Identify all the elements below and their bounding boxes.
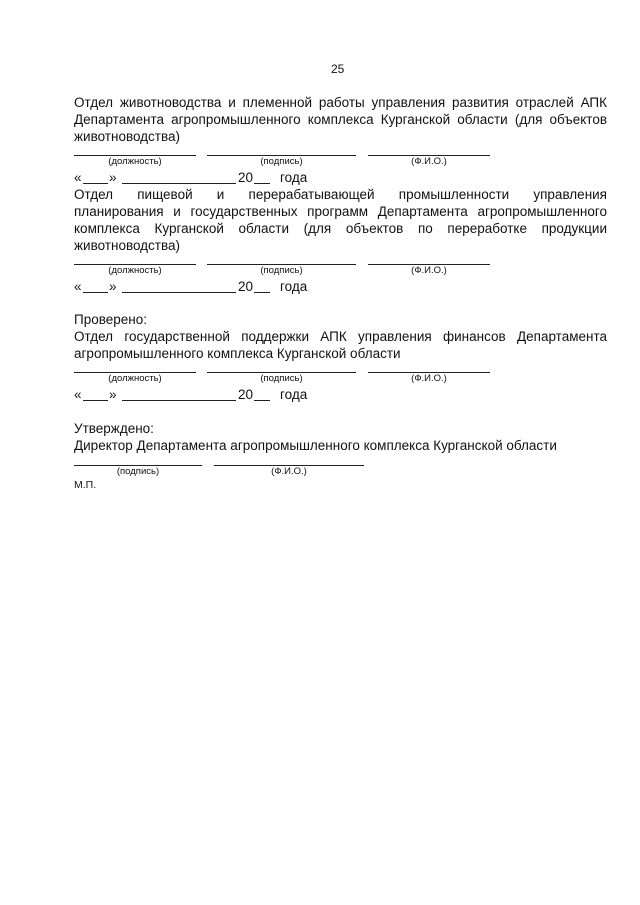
section4-heading: Утверждено: [74, 421, 154, 436]
year-blank [254, 183, 270, 184]
day-blank [83, 400, 108, 401]
date-open-quote: « [74, 279, 82, 294]
signature-caption: (подпись) [116, 466, 160, 477]
position-caption: (должность) [108, 156, 162, 167]
fio-caption: (Ф.И.О.) [411, 373, 447, 384]
month-blank [122, 400, 236, 401]
signature-caption: (подпись) [260, 373, 303, 384]
date-open-quote: « [74, 387, 82, 402]
date-line [74, 278, 334, 295]
signature-caption: (подпись) [260, 265, 303, 276]
stamp-place-label: М.П. [74, 479, 97, 491]
date-suffix: года [280, 170, 308, 185]
section3-heading: Проверено: [74, 312, 147, 327]
month-blank [122, 292, 236, 293]
fio-caption: (Ф.И.О.) [271, 466, 307, 477]
date-line [74, 386, 334, 403]
section4-line: Директор Департамента агропромышленного комплекса Курганской области [74, 438, 557, 453]
page-number: 25 [331, 62, 345, 76]
year-blank [254, 400, 270, 401]
section3-line-2: агропромышленного комплекса Курганской области [74, 346, 401, 361]
section2-line-3: комплекса Курганской области (для объектов по переработке продукции [74, 221, 607, 236]
month-blank [122, 183, 236, 184]
date-year-prefix: 20 [238, 387, 254, 402]
day-blank [83, 183, 108, 184]
section1-line-3: животноводства) [74, 129, 181, 144]
fio-caption: (Ф.И.О.) [411, 265, 447, 276]
section2-line-1: Отдел пищевой и перерабатывающей промышленности управления [74, 187, 607, 202]
position-caption: (должность) [108, 265, 162, 276]
date-suffix: года [280, 279, 308, 294]
day-blank [83, 292, 108, 293]
section1-line-1: Отдел животноводства и племенной работы управления развития отраслей АПК [74, 95, 607, 110]
section1-line-2: Департамента агропромышленного комплекса Курганской области (для объектов [74, 112, 607, 127]
date-year-prefix: 20 [238, 170, 254, 185]
date-close-quote: » [109, 170, 117, 185]
date-close-quote: » [109, 279, 117, 294]
fio-caption: (Ф.И.О.) [411, 156, 447, 167]
section2-line-4: животноводства) [74, 238, 181, 253]
section2-line-2: планирования и государственных программ Департамента агропромышленного [74, 204, 607, 219]
section3-line-1: Отдел государственной поддержки АПК управления финансов Департамента [74, 329, 607, 344]
date-open-quote: « [74, 170, 82, 185]
date-line [74, 169, 334, 186]
date-year-prefix: 20 [238, 279, 254, 294]
year-blank [254, 292, 270, 293]
position-caption: (должность) [108, 373, 162, 384]
date-close-quote: » [109, 387, 117, 402]
signature-caption: (подпись) [260, 156, 303, 167]
date-suffix: года [280, 387, 308, 402]
